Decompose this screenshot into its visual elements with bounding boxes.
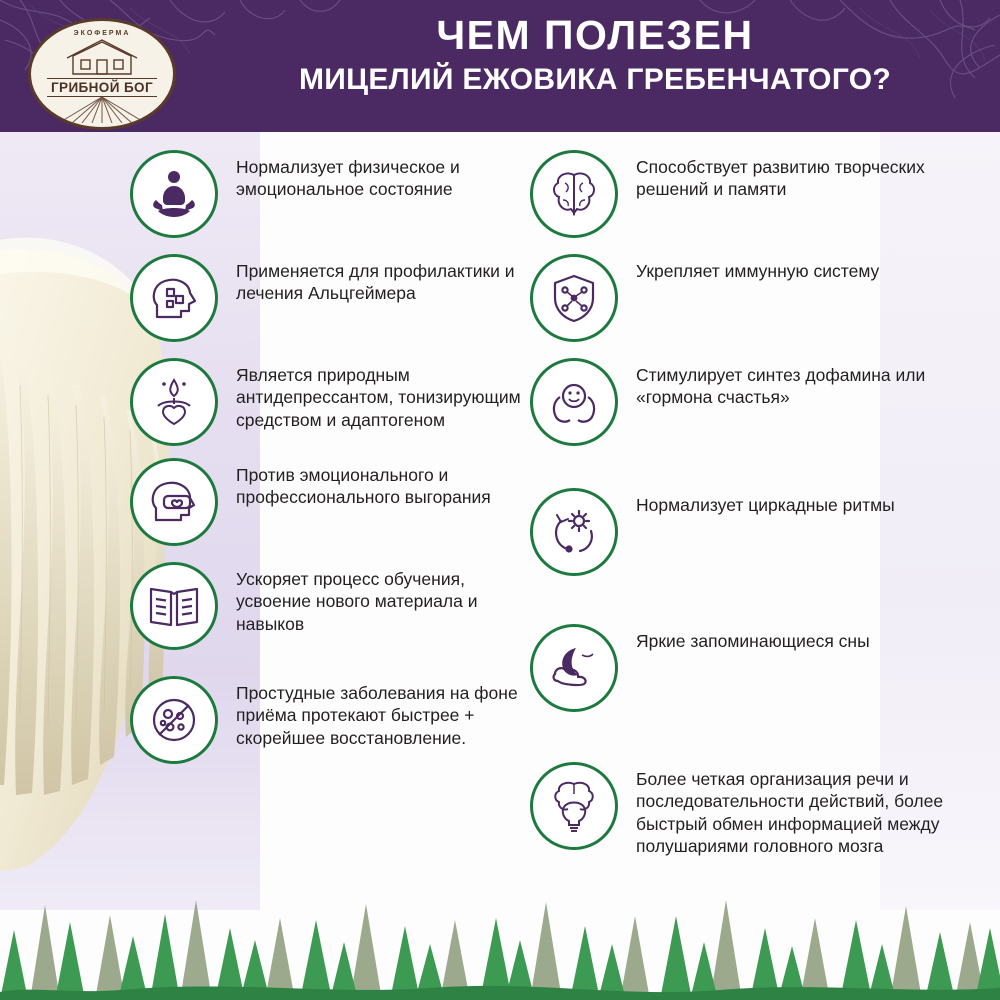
benefit-icon-circle xyxy=(530,358,618,446)
benefit-item xyxy=(530,488,950,576)
benefit-icon-circle xyxy=(130,458,218,546)
benefit-item xyxy=(130,254,550,342)
benefit-item xyxy=(130,562,550,650)
benefit-icon-circle xyxy=(130,254,218,342)
brain-icon xyxy=(547,167,601,221)
logo-rays-icon xyxy=(42,97,162,123)
benefit-icon-circle xyxy=(530,762,618,850)
benefit-text: Нормализует циркадные ритмы xyxy=(636,495,895,515)
head-vr-icon xyxy=(146,474,202,530)
benefit-text: Ускоряет процесс обучения, усвоение нового материала и навыков xyxy=(236,569,478,634)
benefits-grid xyxy=(130,150,990,890)
circadian-sun-icon xyxy=(547,505,601,559)
benefit-icon-circle xyxy=(530,488,618,576)
benefit-item xyxy=(130,150,550,238)
benefit-text: Нормализует физическое и эмоциональное состояние xyxy=(236,157,460,200)
benefit-text: Применяется для профилактики и лечения Альцгеймера xyxy=(236,261,515,304)
benefit-item xyxy=(530,624,950,712)
benefit-item xyxy=(130,358,550,446)
open-book-icon xyxy=(147,581,201,631)
page-title: ЧЕМ ПОЛЕЗЕН xyxy=(436,12,754,58)
benefit-item xyxy=(530,254,950,342)
brand-logo[interactable] xyxy=(28,18,176,130)
hands-smiley-icon xyxy=(546,375,602,429)
benefit-text: Укрепляет иммунную систему xyxy=(636,261,880,281)
benefit-item xyxy=(530,358,950,446)
benefit-icon-circle xyxy=(530,254,618,342)
head-puzzle-icon xyxy=(147,271,201,325)
benefit-text: Стимулирует синтез дофамина или «гормона счастья» xyxy=(636,365,926,408)
no-virus-icon xyxy=(146,692,202,748)
header-text-block xyxy=(200,14,990,96)
benefit-icon-circle xyxy=(130,562,218,650)
page-subtitle: МИЦЕЛИЙ ЕЖОВИКА ГРЕБЕНЧАТОГО? xyxy=(299,63,891,97)
brain-bulb-icon xyxy=(547,778,601,834)
benefit-text: Яркие запоминающиеся сны xyxy=(636,631,870,651)
benefit-item xyxy=(530,150,950,238)
benefit-item xyxy=(130,676,550,764)
benefit-text: Простудные заболевания на фоне приёма протекают быстрее + скорейшее восстановление. xyxy=(236,683,518,748)
logo-top-text: ЭКОФЕРМА xyxy=(73,30,131,37)
benefit-icon-circle xyxy=(130,150,218,238)
moon-cloud-icon xyxy=(546,643,602,693)
forest-footer-decor xyxy=(0,870,1000,1000)
meditation-icon xyxy=(147,167,201,221)
benefits-column-left xyxy=(130,150,550,778)
benefit-text: Способствует развитию творческих решений и памяти xyxy=(636,157,925,200)
benefit-icon-circle xyxy=(130,358,218,446)
shield-molecule-icon xyxy=(547,271,601,325)
benefit-text: Против эмоционального и профессионального выгорания xyxy=(236,465,491,508)
benefit-item xyxy=(130,458,550,546)
benefit-icon-circle xyxy=(130,676,218,764)
benefit-text: Является природным антидепрессантом, тонизирующим средством и адаптогеном xyxy=(236,365,521,430)
benefit-icon-circle xyxy=(530,624,618,712)
benefits-column-right xyxy=(530,150,950,872)
heart-balance-icon xyxy=(146,374,202,430)
benefit-icon-circle xyxy=(530,150,618,238)
logo-brand-name: ГРИБНОЙ БОГ xyxy=(47,78,157,97)
farm-house-icon xyxy=(65,38,139,76)
benefit-item xyxy=(530,762,950,858)
benefit-text: Более четкая организация речи и последовательности действий, более быстрый обмен информацией между полушариями головного мозга xyxy=(636,769,944,857)
